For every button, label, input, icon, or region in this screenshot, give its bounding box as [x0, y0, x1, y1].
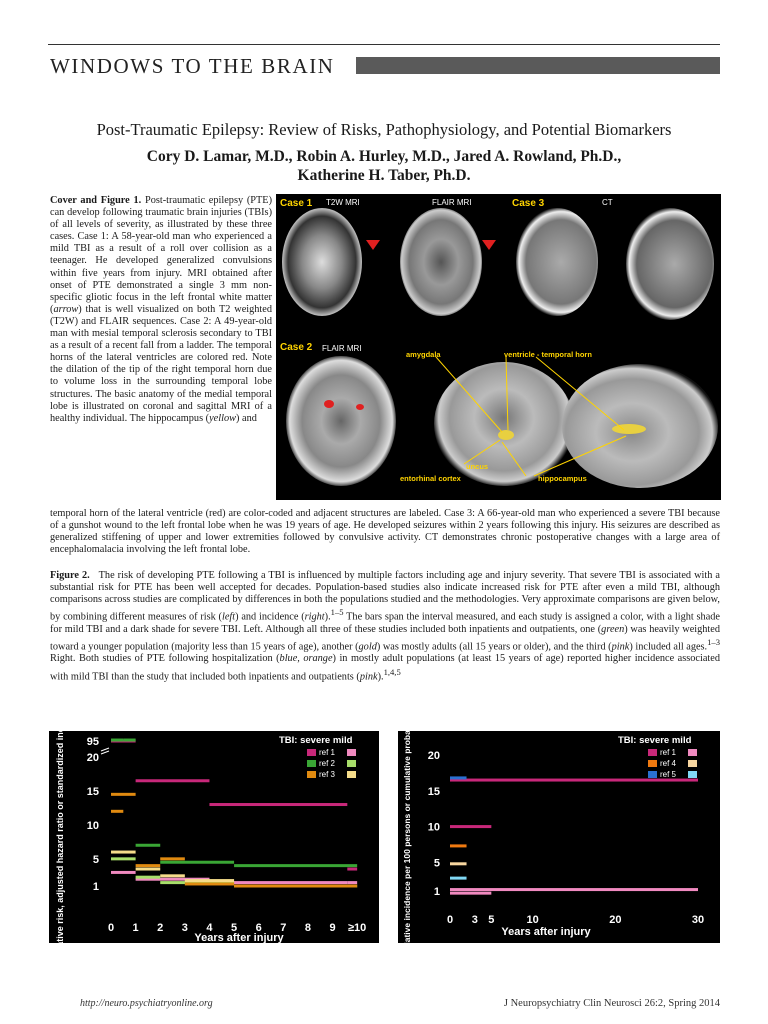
y-tick-label: 15: [86, 785, 99, 798]
caption-italic: yellow: [209, 412, 236, 424]
data-bar: [450, 877, 467, 880]
legend-title: TBI: severe mild: [618, 735, 692, 746]
data-bar: [136, 864, 161, 867]
data-bar: [450, 888, 698, 891]
data-bar: [160, 874, 185, 877]
data-bar: [111, 739, 123, 742]
y-tick-label: 5: [92, 853, 99, 866]
caption-text: ) included all ages.: [629, 641, 708, 653]
x-tick-label: 2: [157, 922, 164, 934]
data-bar: [185, 879, 234, 882]
data-bar: [136, 868, 161, 871]
ventricle-label: ventricle - temporal horn: [504, 350, 592, 359]
figure1-caption: [50, 195, 272, 425]
caption-text: ).: [324, 611, 331, 623]
data-bar: [450, 779, 698, 782]
t2w-label: T2W MRI: [326, 198, 360, 207]
data-bar: [160, 857, 185, 860]
caption-text: The bars span the interval measured, and each study is assigned a color, with a light shade for mild TBI and a dark shade for severe TBI. Left. Although all three of these studies included both inpatients and outpatients, one (: [50, 611, 720, 635]
ct-label: CT: [602, 198, 613, 207]
data-bar: [450, 825, 491, 828]
legend-label: ref 1: [319, 748, 336, 757]
footer-journal: J Neuropsychiatry Clin Neurosci 26:2, Spring 2014: [503, 998, 720, 1009]
x-tick-label: 5: [231, 922, 238, 934]
caption-italic: green: [601, 623, 625, 635]
x-tick-label: 30: [691, 914, 705, 926]
author-list: [30, 147, 738, 185]
data-bar: [347, 881, 357, 884]
data-bar: [160, 861, 234, 864]
flair-label-1: FLAIR MRI: [432, 198, 472, 207]
caption-italic: right: [304, 611, 325, 623]
x-tick-label: 20: [609, 914, 622, 926]
legend-swatch-severe: [307, 771, 316, 778]
caption-italic: arrow: [53, 303, 79, 315]
legend-swatch-severe: [648, 760, 657, 767]
data-bar: [209, 803, 347, 806]
data-bar: [234, 885, 357, 888]
caption-text: ) and: [236, 412, 257, 424]
data-bar: [234, 864, 357, 867]
legend-title: TBI: severe mild: [279, 735, 353, 746]
caption-text: ) was mostly adults (all 15 years or older), and the third (: [376, 641, 612, 653]
authors-line-1: Cory D. Lamar, M.D., Robin A. Hurley, M.D., Jared A. Rowland, Ph.D.,: [146, 148, 622, 165]
legend-swatch-mild: [688, 749, 697, 756]
x-tick-label: 3: [181, 922, 188, 934]
caption-text: The risk of developing PTE following a TBI is influenced by multiple factors including age and injury severity. That severe TBI is associated with a substantial risk for PTE has been well accepted for decades. Population-based studies also indicate increased risk for PTE after even a mild TBI, although comparisons across studies are complicated by differences in both the populations studied and the methodologies. Very approximate comparisons are given below, by combining different measures of risk (: [50, 570, 720, 623]
data-bar: [123, 739, 135, 742]
reference-marker: 1–3: [707, 636, 721, 647]
case3-label: Case 3: [512, 198, 545, 209]
data-bar: [185, 882, 234, 885]
y-tick-label: 20: [86, 752, 99, 764]
legend-swatch-mild: [347, 749, 356, 756]
authors-line-2: Katherine H. Taber, Ph.D.: [297, 167, 471, 184]
x-tick-label: 0: [107, 922, 115, 934]
chart-right: [398, 731, 720, 943]
data-bar: [111, 793, 136, 796]
x-tick-label: 4: [206, 922, 213, 934]
legend-label: ref 1: [660, 748, 677, 757]
caption-text: Post-traumatic epilepsy (PTE) can develop following traumatic brain injuries (TBIs) of all levels of severity, as illustrated by these three cases. Case 1: A 58-year-old man who experienced a mild TBI as a result of a roll over collision as a teenager. He developed generalized convulsions within five years from injury. MRI obtained after onset of PTE demonstrated a single 3 mm non-specific gliotic focus in the left frontal white matter (: [50, 195, 273, 315]
header-bar: [356, 57, 720, 74]
data-bar: [450, 844, 467, 847]
x-tick-label: 8: [304, 922, 311, 934]
data-bar: [136, 779, 210, 782]
chart-left: [49, 731, 379, 943]
caption-italic: pink: [359, 670, 378, 682]
legend-label: ref 3: [319, 770, 336, 779]
data-bar: [450, 862, 467, 865]
axis-break-mark: [101, 751, 109, 754]
header-rule: [48, 44, 720, 45]
x-tick-label: 0: [446, 914, 454, 926]
caption-italic: pink: [611, 641, 630, 653]
y-tick-label: 1: [433, 886, 440, 898]
y-tick-label: 20: [427, 750, 440, 762]
article-title: Post-Traumatic Epilepsy: Review of Risks, Pathophysiology, and Potential Biomarkers: [96, 120, 672, 139]
chart-right-svg: [398, 731, 720, 943]
legend-label: ref 4: [660, 759, 677, 768]
x-tick-label: 10: [526, 914, 539, 926]
caption-text: ) and incidence (: [235, 611, 305, 623]
figure1-caption-label: Cover and Figure 1.: [50, 195, 142, 206]
caption-text: ) was heavily weighted toward a younger population (majority less than 15 years of age), another (: [50, 623, 721, 653]
hippocampus-label: hippocampus: [538, 474, 587, 483]
data-bar: [111, 810, 123, 813]
legend-swatch-severe: [648, 749, 657, 756]
caption-italic: left: [221, 611, 236, 623]
legend-label: ref 2: [319, 759, 336, 768]
x-axis-label: Years after injury: [501, 926, 591, 938]
x-tick-label: 3: [471, 914, 478, 926]
y-tick-label: 95: [86, 736, 99, 748]
caption-text: ).: [377, 670, 384, 682]
figure1-image-panel: [276, 194, 721, 500]
reference-marker: 1,4,5: [383, 666, 401, 677]
data-bar: [111, 871, 136, 874]
data-bar: [347, 868, 357, 871]
data-bar: [136, 876, 161, 879]
amygdala-label: amygdala: [406, 350, 441, 359]
y-tick-label: 5: [433, 857, 440, 870]
x-tick-label: 1: [132, 922, 139, 934]
section-title: WINDOWS TO THE BRAIN: [50, 54, 335, 78]
y-tick-label: 15: [427, 785, 440, 798]
x-tick-label: 5: [488, 914, 495, 926]
figure2-caption-label: Figure 2.: [50, 570, 90, 581]
figure2-caption: [50, 570, 720, 683]
x-tick-label: 7: [280, 922, 287, 934]
figure1-caption-continued: temporal horn of the lateral ventricle (red) are color-coded and adjacent structures are labeled. Case 3: A 66-year-old man who experienced a severe TBI because of a gunshot wound to the left frontal lobe when he was 19 years of age. He developed seizures within 2 years following this injury. His seizures are described as generalized stiffening of upper and lower extremities followed by convulsive activity. CT demonstrates chronic postoperative changes with a large area of encephalomalacia involving the left frontal lobe.: [50, 508, 720, 556]
legend-swatch-severe: [307, 760, 316, 767]
caption-text: ) that is well visualized on both T2 weighted (T2W) and FLAIR sequences. Case 2: A 49-year-old man with mesial temporal sclerosis secondary to TBI as a result of a recent fall from a ladder. The temporal horns of the lateral ventricles are colored red. Note the dilation of the tip of the right temporal horn due to volume loss in the surrounding temporal lobe structures. The basic anatomy of the medial temporal lobe is illustrated on coronal and sagittal MRI of a healthy individual. The hippocampus (: [50, 303, 272, 424]
flair-label-2: FLAIR MRI: [322, 344, 362, 353]
x-tick-label: ≥10: [348, 922, 367, 934]
legend-swatch-severe: [648, 771, 657, 778]
y-axis-label: adjusted relative risk, adjusted hazard ratio or standardized incidence ratio: [55, 731, 65, 943]
caption-italic: blue, orange: [279, 653, 333, 665]
data-bar: [111, 851, 136, 854]
x-tick-label: 9: [329, 922, 336, 934]
case1-label: Case 1: [280, 198, 313, 209]
legend-swatch-mild: [688, 771, 697, 778]
axis-break-mark: [101, 748, 109, 751]
legend-label: ref 5: [660, 770, 677, 779]
uncus-label: uncus: [466, 462, 489, 471]
y-tick-label: 1: [92, 881, 99, 893]
caption-italic: gold: [358, 641, 377, 653]
x-axis-label: Years after injury: [194, 932, 284, 943]
legend-swatch-mild: [347, 760, 356, 767]
y-axis-label: cumulative incidence per 100 persons or cumulative probability (%): [402, 731, 412, 943]
y-tick-label: 10: [427, 821, 440, 834]
data-bar: [450, 892, 491, 895]
chart-left-svg: [49, 731, 379, 943]
caption-text: ) in mostly adult populations (at least 15 years of age) reported higher incidence associated with mild TBI than the study that included both inpatients and outpatients (: [50, 653, 720, 682]
entorhinal-label: entorhinal cortex: [400, 474, 461, 483]
caption-text: Right. Both studies of PTE following hospitalization (: [50, 653, 280, 665]
y-tick-label: 10: [86, 819, 99, 832]
case2-label: Case 2: [280, 342, 313, 353]
x-tick-label: 6: [255, 922, 262, 934]
data-bar: [111, 857, 136, 860]
data-bar: [136, 844, 161, 847]
legend-swatch-mild: [688, 760, 697, 767]
legend-swatch-severe: [307, 749, 316, 756]
legend-swatch-mild: [347, 771, 356, 778]
reference-marker: 1–5: [330, 607, 344, 618]
data-bar: [450, 776, 467, 779]
footer-url[interactable]: http://neuro.psychiatryonline.org: [80, 998, 213, 1009]
